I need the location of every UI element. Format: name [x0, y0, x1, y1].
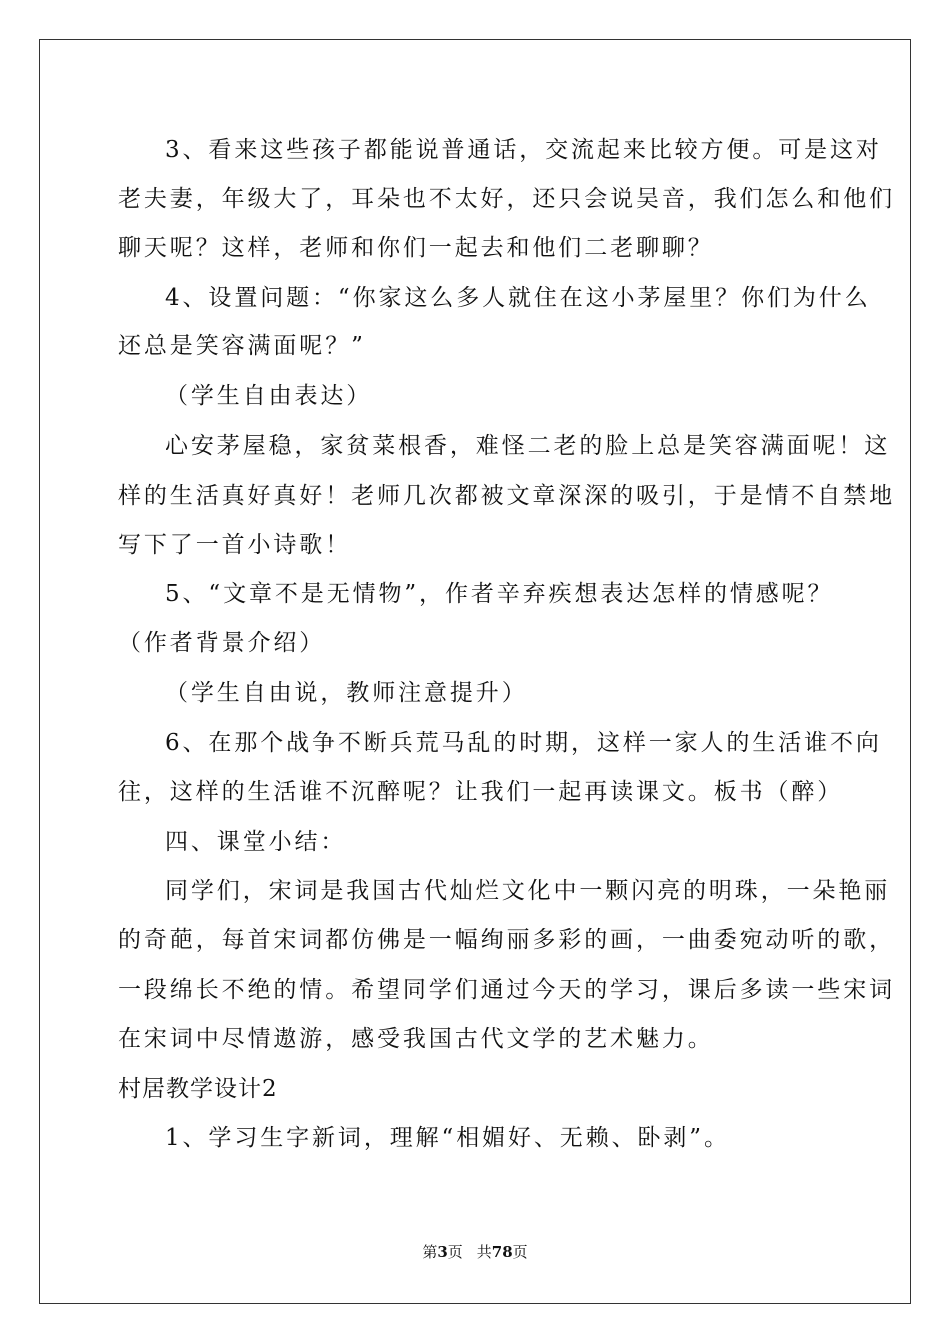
paragraph-line: 往，这样的生活谁不沉醉呢？让我们一起再读课文。板书（醉） [118, 779, 844, 805]
paragraph-line: 心安茅屋稳，家贫菜根香，难怪二老的脸上总是笑容满面呢！这 [165, 433, 891, 459]
paragraph-line: 还总是笑容满面呢？” [118, 333, 366, 359]
paragraph-line: 1、学习生字新词，理解“相媚好、无赖、卧剥”。 [165, 1125, 730, 1151]
page-number: 3 [437, 1243, 448, 1261]
document-title: 村居教学设计2 [118, 1076, 278, 1102]
paragraph-line: 6、在那个战争不断兵荒马乱的时期，这样一家人的生活谁不向 [165, 730, 882, 756]
paragraph-line: 的奇葩，每首宋词都仿佛是一幅绚丽多彩的画，一曲委宛动听的歌， [118, 927, 895, 953]
paragraph-line: 一段绵长不绝的情。希望同学们通过今天的学习，课后多读一些宋词 [118, 977, 895, 1003]
paragraph-line: 4、设置问题：“你家这么多人就住在这小茅屋里？你们为什么 [165, 285, 871, 311]
page-suffix: 页 [447, 1243, 463, 1261]
paragraph-line: （作者背景介绍） [118, 630, 326, 656]
total-prefix: 共 [476, 1243, 492, 1261]
paragraph-line: （学生自由说，教师注意提升） [165, 680, 528, 706]
page-prefix: 第 [422, 1243, 438, 1261]
paragraph-line: （学生自由表达） [165, 383, 373, 409]
paragraph-line: 5、“文章不是无情物”，作者辛弃疾想表达怎样的情感呢？ [165, 581, 834, 607]
total-pages: 78 [491, 1243, 513, 1261]
page-footer [0, 1241, 950, 1262]
paragraph-line: 写下了一首小诗歌！ [118, 532, 352, 558]
paragraph-line: 同学们，宋词是我国古代灿烂文化中一颗闪亮的明珠，一朵艳丽 [165, 878, 891, 904]
paragraph-line: 样的生活真好真好！老师几次都被文章深深的吸引，于是情不自禁地 [118, 483, 895, 509]
paragraph-line: 在宋词中尽情遨游，感受我国古代文学的艺术魅力。 [118, 1026, 714, 1052]
paragraph-line: 3、看来这些孩子都能说普通话，交流起来比较方便。可是这对 [165, 137, 882, 163]
total-suffix: 页 [512, 1243, 528, 1261]
page-border [39, 39, 911, 1304]
section-heading: 四、课堂小结： [165, 829, 347, 855]
paragraph-line: 聊天呢？这样，老师和你们一起去和他们二老聊聊？ [118, 235, 714, 261]
paragraph-line: 老夫妻，年级大了，耳朵也不太好，还只会说吴音，我们怎么和他们 [118, 186, 895, 212]
